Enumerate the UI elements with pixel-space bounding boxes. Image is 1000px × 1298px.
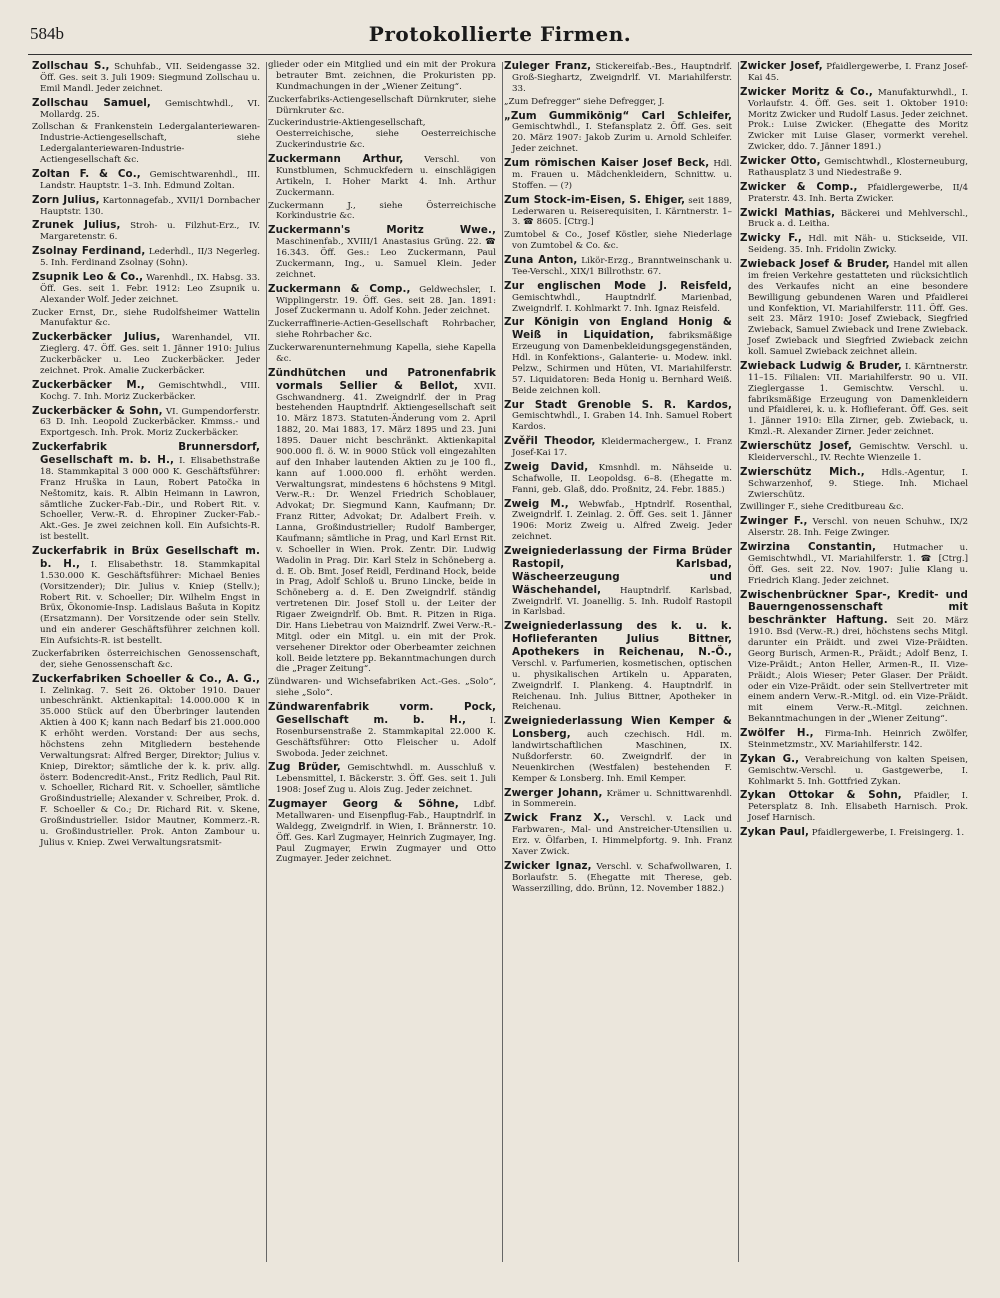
directory-entry [504,254,732,278]
firm-details: Stroh- u. Filzhut-Erz., IV. Margaretenstr. 6. [40,221,260,243]
directory-entry [268,95,496,117]
firm-details: Verschl. v. Parfumerien, kosmetischen, optischen u. physikalischen Artikeln u. Apparaten, Zweigndrlf. I. Plankeng. 4. Hauptndrlf. in Reichenau. Inh. Julius Bittner, Apotheker in Reichenau. [512,658,732,713]
directory-entry [740,727,968,751]
firm-details: Zwillinger F., siehe Creditbureau &c. [740,502,904,513]
firm-name: Zum Stock-im-Eisen, S. Ehiger, [504,193,686,206]
directory-entry [268,319,496,341]
firm-name: Zwerger Johann, [504,786,603,799]
directory-entry [740,360,968,438]
firm-details: Gemischtwhdl., VI. Mollardg. 25. [40,98,260,120]
directory-entry [268,283,496,318]
directory-entry [504,230,732,252]
directory-entry [504,110,732,156]
directory-column [504,60,732,1275]
firm-name: Zuckerbäcker Julius, [32,331,161,344]
firm-details: Zuckerfabriken österreichischen Genossenschaft, der, siehe Genossenschaft &c. [32,648,260,670]
directory-entry [740,207,968,231]
firm-name: Zuckerfabrik Brunnersdorf, Gesellschaft m. b. H., [32,441,260,466]
directory-entry [268,367,496,676]
directory-entry [504,620,732,713]
directory-entry [504,860,732,895]
directory-entry [740,232,968,256]
firm-name: Zoltan F. & Co., [32,167,141,180]
firm-details: Verschl. v. Lack und Farbwaren-, Mal- und Anstreicher-Utensilien u. Erz. v. Ölfarben, I. Himmelpfortg. 9. Inh. Franz Xaver Zwick. [512,814,732,857]
firm-details: Verabreichung von kalten Speisen, Gemischtw.-Verschl. u. Gastgewerbe, I. Kohlmarkt 5. Inh. Gottfried Zykan. [748,754,968,787]
firm-details: I. Zelinkag. 7. Seit 26. Oktober 1910. Dauer unbeschränkt. Aktienkapital: 14.000.000 K in 35.000 Stück auf den Überbringer lautenden Aktien à 400 K; kann nach Bedarf bis 21.000.000 K erhöht werden. Vorstand: Der aus sechs, höchstens zehn Mitgliedern bestehende Verwaltungsrat: Alfred Berger, Direktor; Julius v. Kniep, Direktor; sämtliche der k. k. priv. allg. österr. Bodencredit-Anst., Fritz Redlich, Paul Rit. v. Schoeller, Richard Rit. v. Schoeller, sämtliche Großindustrielle; Alexander v. Schreiber, Prok. d. F. Schoeller & Co.; Dr. Richard Rit. v. Skene, Großindustrieller. Isidor Mautner, Kommerz.-R. u. Großindustrieller. Prok. Anton Zambour u. Julius v. Kniep. Zwei Verwaltungsratsmit- [40,685,260,848]
firm-name: Zwirzina Constantin, [740,541,877,553]
firm-name: Zvěřil Theodor, [504,435,596,448]
firm-name: Zweig David, [504,460,589,473]
firm-details: Hdl. mit Näh- u. Stickseide, VII. Seideng. 35. Inh. Fridolin Zwicky. [748,234,968,256]
firm-name: Zwierschütz Mich., [740,465,865,478]
directory-entry [32,219,260,243]
firm-details: Pfaidlergewerbe, II/4 Praterstr. 43. Inh. Berta Zwicker. [748,182,968,204]
firm-name: Zuna Anton, [504,254,578,266]
firm-details: Bäckerei und Mehlverschl., Bruck a. d. Leitha. [748,208,968,230]
firm-details: Hauptndrlf. Karlsbad, Zweigndrlf. VI. Joanellig. 5. Inh. Rudolf Rastopil in Karlsbad. [512,585,732,618]
directory-entry [268,677,496,699]
directory-entry [32,673,260,849]
firm-name: Zuckerfabrik in Brüx Gesellschaft m. b. H., [32,545,260,570]
directory-entry [268,343,496,365]
firm-details: Hdl. m. Frauen u. Mädchenkleidern, Schnittw. u. Stoffen. — (?) [512,159,732,191]
firm-details: Kleidermachergew., I. Franz Josef-Kai 17. [512,437,732,458]
firm-details: „Zum Defregger“ siehe Defregger, J. [504,96,665,107]
directory-entry [32,331,260,377]
directory-entry [740,466,968,501]
firm-details: Krämer u. Schnittwarenhdl. in Sommerein. [512,788,732,810]
firm-name: Zrunek Julius, [32,219,121,232]
directory-entry [32,194,260,218]
directory-entry [32,122,260,166]
directory-entry [268,761,496,796]
firm-details: Lederhdl., II/3 Negerleg. 5. Inh. Ferdinand Zsolnay (Sohn). [40,247,260,268]
firm-details: Geldwechsler, I. Wipplingerstr. 19. Öff. Ges. seit 28. Jan. 1891: Josef Zuckermann u. Adolf Kohn. Jeder zeichnet. [276,284,496,317]
firm-name: Zollschau Samuel, [32,96,151,109]
directory-entry [32,271,260,306]
firm-details: I. Kärntnerstr. 11–15. Filialen: VII. Mariahilferstr. 90 u. VII. Zieglergasse 1. Gemischtw. Verschl. u. fabriksmäßige Erzeugung von Damenkleidern und Pfaidlerei, k. u. k. Hoflieferant. Öff. Ges. seit 1. Jänner 1910: Ella Zirner, geb. Zwieback, u. Kmzl.-R. Alexander Zirner. Jeder zeichnet. [748,361,968,438]
directory-entry [268,798,496,865]
firm-details: Gemischtw. Verschl. u. Kleiderverschl., IV. Rechte Wienzeile 1. [748,442,968,463]
firm-name: Zuleger Franz, [504,60,592,72]
firm-name: Zsupnik Leo & Co., [32,270,144,283]
firm-name: Zuckerfabriken Schoeller & Co., A. G., [32,672,260,685]
firm-name: Zuckermann & Comp., [268,282,411,295]
firm-name: Zwierschütz Josef, [740,440,853,452]
firm-details: Verschl. von Kunstblumen, Schmuckfedern u. einschlägigen Artikeln, I. Hoher Markt 4. Inh. Arthur Zuckermann. [276,155,496,198]
firm-details: Zündwaren- und Wichsefabriken Act.-Ges. „Solo“, siehe „Solo“. [268,677,496,699]
firm-name: Zykan G., [740,752,800,765]
firm-details: Hutmacher u. Gemischtwhdl., VI. Mariahilferstr. 1. ☎ [Ctrg.] Öff. Ges. seit 22. Nov. 1907: Julie Klang u. Friedrich Klang. Jeder zeichnet. [748,543,968,586]
directory-entry [740,789,968,824]
firm-name: Zuckerbäcker M., [32,378,145,391]
directory-entry [504,715,732,784]
directory-entry [268,153,496,199]
firm-details: Webwfab., Hptndrlf. Rosenthal, Zweigndrlf. I. Zeinlag. 2. Öff. Ges. seit 1. Jänner 1906: Moriz Zweig u. Alfred Zweig. Jeder zeichnet. [512,499,732,543]
firm-details: auch czechisch. Hdl. m. landwirtschaftlichen Maschinen, IX. Nußdorferstr. 60. Zweigndrlf. der in Neuenkirchen (Westfalen) bestehenden F. Kemper & Lonsberg. Inh. Emil Kemper. [512,730,732,784]
firm-name: Zur Königin von England Honig & Weiß in Liquidation, [504,316,732,342]
firm-details: Warenhdl., IX. Habsg. 33. Öff. Ges. seit 1. Febr. 1912: Leo Zsupnik u. Alexander Wolf. Jeder zeichnet. [40,272,260,305]
directory-entry [504,280,732,315]
firm-details: Kmsnhdl. m. Nähseide u. Schafwolle, II. Leopoldsg. 6–8. (Ehegatte m. Fanni, geb. Glaß, ddo. Proßnitz, 24. Febr. 1885.) [512,462,732,495]
directory-column [268,60,496,1275]
firm-details: Gemischtwhdl., Hauptndrlf. Marienbad, Zweigndrlf. I. Kohlmarkt 7. Inh. Ignaz Reisfeld. [512,292,732,314]
firm-name: Zwölfer H., [740,727,814,739]
firm-details: Maschinenfab., XVIII/1 Anastasius Grüng. 22. ☎ 16.343. Öff. Ges.: Leo Zuckermann, Paul Zuckermann, Ing., u. Samuel Klein. Jeder zeichnet. [276,237,496,280]
firm-details: Zuckerwarenunternehmung Kapella, siehe Kapella &c. [268,343,496,364]
firm-name: Zwick Franz X., [504,812,610,825]
firm-details: Seit 20. März 1910. Bsd (Verw.-R.) drei, höchstens sechs Mitgl. darunter ein Präidt. und zwei Vize-Präidten. Georg Burisch, Armen-R., Präidt.; Adolf Benz, I. Vize-Präidt.; Anton Heller, Armen-R., II. Vize-Präidt.; Alois Wieser; Peter Glaser. Der Präidt. oder ein Vize-Präidt. oder sein Stellvertreter mit einem andern Verw.-R.-Mitgl. od. ein Vize-Präidt. mit einem Verw.-R.-Mitgl. zeichnen. Bekanntmachungen in der „Wiener Zeitung“. [748,616,968,725]
firm-details: Zuckerfabriks-Actiengesellschaft Dürnkruter, siehe Dürnkruter &c. [268,94,496,116]
firm-details: fabriksmäßige Erzeugung von Damenbekleidungsgegenständen, Hdl. in Konfektions-, Galanterie- u. Modew. inkl. Pelzw., Schirmen und Hüten, VI. Mariahilferstr. 57. Liquidatoren: Beda Honig u. Bernhard Weiß. Beide zeichnen koll. [512,331,732,396]
directory-entry [504,60,732,95]
directory-entry [32,649,260,671]
directory-entry [32,545,260,647]
firm-details: Ldbf. Metallwaren- und Eisenpflug-Fab., Hauptndrlf. in Waldegg, Zweigndrlf. in Wien, I. Brännerstr. 10. Öff. Ges. Karl Zugmayer, Heinrich Zugmayer, Ing. Paul Zugmayer, Erwin Zugmayer und Otto Zugmayer. Jeder zeichnet. [276,800,496,865]
firm-details: Firma-Inh. Heinrich Zwölfer, Steinmetzmstr., XV. Mariahilferstr. 142. [748,729,968,750]
firm-name: „Zum Gummikönig“ Carl Schleifer, [504,109,732,122]
firm-details: Manufakturwhdl., I. Vorlaufstr. 4. Öff. Ges. seit 1. Oktober 1910: Moritz Zwicker und Rudolf Lasus. Jeder zeichnet. Prok.: Luise Zwicker. (Ehegatte des Moritz Zwicker mit Luise Glaser, vormerkt verehel. Zwicker, ddo. 7. Jänner 1891.) [748,87,968,153]
directory-entry [504,812,732,858]
firm-details: Zumtobel & Co., Josef Köstler, siehe Niederlage von Zumtobel & Co. &c. [504,230,732,252]
directory-entry [504,545,732,618]
firm-details: Verschl. von neuen Schuhw., IX/2 Alserstr. 28. Inh. Feige Zwinger. [748,517,968,539]
firm-details: Warenhandel, VII. Zieglerg. 47. Öff. Ges. seit 1. Jänner 1910: Julius Zuckerbäcker u. Leo Zuckerbäcker. Jeder zeichnet. Prok. Amalie Zuckerbäcker. [40,333,260,376]
firm-details: VI. Gumpendorferstr. 63 D. Inh. Leopold Zuckerbäcker. Kmmss.- und Exportgesch. Inh. Prok. Moriz Zuckerbäcker. [40,406,260,439]
firm-details: Zollschan & Frankenstein Ledergalanteriewaren-Industrie-Actiengesellschaft, siehe Ledergalanteriewaren-Industrie-Actiengesellschaft &c. [32,122,260,165]
directory-entry [740,86,968,153]
firm-name: Zur englischen Mode J. Reisfeld, [504,279,732,292]
directory-entry [740,502,968,513]
firm-name: Zündhütchen und Patronenfabrik vormals Sellier & Bellot, [268,366,496,392]
firm-name: Zwicker Josef, [740,60,823,72]
directory-column [32,60,260,1275]
firm-details: I. Rosenbursenstraße 2. Stammkapital 22.000 K. Geschäftsführer: Otto Fleischer u. Adolf Swoboda. Jeder zeichnet. [276,715,496,759]
firm-details: Zucker Ernst, Dr., siehe Rudolfsheimer Wattelin Manufaktur &c. [32,307,260,329]
directory-column [740,60,968,1275]
directory-entry [740,155,968,179]
directory-entry [504,461,732,496]
directory-entry [504,194,732,229]
firm-details: Pfaidlergewerbe, I. Franz Josef-Kai 45. [748,62,968,83]
firm-name: Zugmayer Georg & Söhne, [268,798,459,810]
directory-entry [740,440,968,464]
firm-details: Gemischtwhdl., Klosterneuburg, Rathausplatz 3 und Niedestraße 9. [748,157,968,178]
directory-entry [740,826,968,839]
directory-entry [504,787,732,811]
firm-name: Zwieback Ludwig & Bruder, [740,359,902,372]
header-rule [28,54,972,55]
firm-name: Zwinger F., [740,515,808,528]
firm-name: Zug Brüder, [268,761,341,774]
firm-name: Zwicker Ignaz, [504,859,592,872]
firm-name: Zollschau S., [32,60,110,72]
firm-details: Verschl. v. Schafwollwaren, I. Borlaufstr. 5. (Ehegatte mit Therese, geb. Wasserzilling, ddo. Brünn, 12. November 1882.) [512,861,732,894]
directory-entry [740,258,968,358]
firm-details: Pfaidlergewerbe, I. Freisingerg. 1. [811,828,965,838]
directory-entry [32,60,260,95]
directory-entry [32,441,260,543]
firm-name: Zwieback Josef & Bruder, [740,258,890,270]
directory-entry [504,316,732,396]
firm-name: Zwischenbrückner Spar-, Kredit- und Bauerngenossenschaft mit beschränkter Haftung. [740,588,968,627]
firm-name: Zwicker Otto, [740,155,821,167]
firm-name: Zykan Ottokar & Sohn, [740,789,902,802]
firm-name: Zum römischen Kaiser Josef Beck, [504,157,710,169]
directory-entry [32,245,260,269]
directory-entry [504,399,732,434]
firm-name: Zwickl Mathias, [740,206,836,219]
directory-columns [32,60,972,1275]
firm-details: Hdls.-Agentur, I. Schwarzenhof, 9. Stiege. Inh. Michael Zwierschütz. [748,467,968,500]
firm-details: Likör-Erzg., Branntweinschank u. Tee-Verschl., XIX/1 Billrothstr. 67. [512,256,732,277]
firm-details: I. Elisabethstraße 18. Stammkapital 3 000 000 K. Geschäftsführer: Franz Hruška in Laun, Robert Patočka in Neštomitz, kais. R. Albin Heimann in Lawron, sämtliche Zucker-Fab.-Dir., und Robert Rit. v. Schoeller, Verw.-R. d. Ehropiner Zucker-Fab.-Akt.-Ges. Je zwei zeichnen koll. Ein Aufsichts-R. ist bestellt. [40,456,260,543]
firm-name: Zwicker Moritz & Co., [740,85,873,98]
directory-entry [740,60,968,84]
firm-details: Zuckerraffinerie-Actien-Gesellschaft Rohrbacher, siehe Rohrbacher &c. [268,319,496,341]
firm-name: Zur Stadt Grenoble S. R. Kardos, [504,398,732,411]
firm-name: Zuckerbäcker & Sohn, [32,404,163,417]
directory-entry [740,541,968,587]
firm-details: Handel mit allen im freien Verkehre gestatteten und rücksichtlich des Verkaufes nicht an eine besondere Bewilligung gebundenen Waren und Pfaidlerei und Konfektion, VI. Mariahilferstr. 111. Öff. Ges. seit 23. März 1910: Josef Zwieback, Siegfried Zwieback, Samuel Zwieback und Irene Zwieback. Josef Zwieback und Siegfried Zwieback zeichn koll. Samuel Zwieback zeichnet allein. [748,260,968,357]
firm-name: Zuckermann Arthur, [268,153,404,165]
firm-details: Pfaidler, I. Petersplatz 8. Inh. Elisabeth Harnisch. Prok. Josef Harnisch. [748,791,968,824]
directory-entry [32,308,260,330]
directory-entry [268,118,496,151]
firm-name: Zykan Paul, [740,826,809,838]
directory-entry [32,379,260,403]
directory-entry [268,60,496,93]
page-header [28,16,972,56]
directory-entry [740,181,968,205]
firm-details: I. Elisabethstr. 18. Stammkapital 1.530.000 K. Geschäftsführer: Michael Benies (Vorsitzender); Dir. Julius v. Kniep (Stellv.); Robert Rit. v. Schoeller; Dir. Wilhelm Engst in Brüx, Ökonomie-Insp. Ladislaus Bašuta in Kopitz (Ersatzmann). Der Vorsitzende oder sein Stellv. und ein anderer Geschäftsführer zeichnen koll. Ein Aufsichts-R. ist bestellt. [40,559,260,646]
firm-name: Zweigniederlassung Wien Kemper & Lonsberg, [504,715,732,741]
firm-name: Zuckermann's Moritz Wwe., [268,224,496,237]
directory-entry [268,201,496,223]
firm-details: XVII. Gschwandnerg. 41. Zweigndrlf. der in Prag bestehenden Hauptndrlf. Aktiengesellschaft seit 10. März 1873. Statuten-Änderung vom 2. April 1882, 20. Mai 1883, 17. März 1895 und 23. Juni 1895. Dauer nicht beschränkt. Aktienkapital 900.000 fl. ö. W. in 9000 Stück voll eingezahlten auf den Inhaber lautenden Aktien zu je 100 fl., kann auf 1.000.000 fl. erhöht werden. Verwaltungsrat, mindestens 6 höchstens 9 Mitgl. Verw.-R.: Dr. Wenzel Friedrich Schoblauer, Advokat; Dr. Siegmund Kann, Kaufmann; Dr. Franz Ritter, Advokat; Dr. Adalbert Freih. v. Lanna, Großindustrieller; Rudolf Bamberger, Kaufmann; sämtliche in Prag, und Karl Ernst Rit. v. Schoeller in Wien. Prok. Zentr. Dir. Ludwig Wadolin in Prag. Dir. Karl Stelz in Schöneberg a. d. E. Ob. Bmt. Josef Reidl, Ferdinand Hock, beide in Prag, Adolf Schloß u. Bruno Lincke, beide in Schöneberg a. d. E. Den Zweigndrlf. ständig vertretenen Dir. Josef Stoll u. der Leiter der Rigaer Zweigndrlf. Ob. Bmt. R. Pitzen in Riga. Dir. Hans Liebetrau von Maizndrlf. Zwei Verw.-R.-Mitgl. oder ein Mitgl. u. ein mit der Prok. versehener Direktor oder Oberbeamter zeichnen koll. Beide letztere pp. Bekanntmachungen durch die „Prager Zeitung“. [276,381,496,675]
directory-entry [504,157,732,192]
firm-name: Zündwarenfabrik vorm. Pock, Gesellschaft m. b. H., [268,701,496,726]
directory-entry [740,589,968,726]
page-number: 584b [30,24,64,43]
firm-details: Schuhfab., VII. Seidengasse 32. Öff. Ges. seit 3. Juli 1909: Siegmund Zollschau u. Emil Mandl. Jeder zeichnet. [40,62,260,94]
firm-name: Zweigniederlassung der Firma Brüder Rastopil, Karlsbad, Wäscheerzeugung und Wäschehandel, [504,545,732,596]
firm-name: Zorn Julius, [32,193,100,206]
firm-name: Zweigniederlassung des k. u. k. Hoflieferanten Julius Bittner, Apothekers in Reichenau, N.-Ö., [504,620,732,658]
firm-details: Gemischtwhdl. m. Ausschluß v. Lebensmittel, I. Bäckerstr. 3. Öff. Ges. seit 1. Juli 1908: Josef Zug u. Alois Zug. Jeder zeichnet. [276,763,496,796]
directory-entry [740,515,968,539]
firm-details: Kartonnagefab., XVII/1 Dornbacher Hauptstr. 130. [40,195,260,217]
firm-details: seit 1889, Lederwaren u. Reiserequisiten, I. Kärntnerstr. 1–3. ☎ 8605. [Ctrg.] [512,195,732,228]
directory-entry [504,435,732,459]
directory-entry [268,701,496,759]
firm-name: Zwicky F., [740,232,802,245]
firm-details: Gemischtwhdl., I. Graben 14. Inh. Samuel Robert Kardos. [512,411,732,433]
firm-details: glieder oder ein Mitglied und ein mit der Prokura betrauter Bmt. zeichnen, die Prokuristen pp. Kundmachungen in der „Wiener Zeitung“. [268,60,496,92]
firm-details: Gemischtwarenhdl., III. Landstr. Hauptstr. 1–3. Inh. Edmund Zoltan. [40,169,260,191]
page-title: Protokollierte Firmen. [368,22,632,46]
firm-name: Zsolnay Ferdinand, [32,245,146,258]
directory-entry [268,224,496,280]
directory-entry [32,168,260,192]
firm-details: Gemischtwhdl., VIII. Kochg. 7. Inh. Moriz Zuckerbäcker. [40,380,260,402]
directory-entry [740,753,968,788]
firm-details: Stickereifab.-Bes., Hauptndrlf. Groß-Sieghartz, Zweigndrlf. VI. Mariahilferstr. 33. [512,62,732,94]
firm-name: Zweig M., [504,497,569,510]
directory-entry [504,498,732,544]
firm-details: Gemischtwhdl., I. Stefansplatz 2. Öff. Ges. seit 20. März 1907: Jakob Zurim u. Arnold Schleifer. Jeder zeichnet. [512,122,732,155]
directory-entry [32,405,260,440]
directory-entry [504,97,732,108]
firm-details: Zuckermann J., siehe Österreichische Korkindustrie &c. [268,200,496,222]
directory-entry [32,97,260,121]
firm-name: Zwicker & Comp., [740,180,858,193]
firm-details: Zuckerindustrie-Aktiengesellschaft, Oesterreichische, siehe Oesterreichische Zuckerindustrie &c. [268,118,496,151]
